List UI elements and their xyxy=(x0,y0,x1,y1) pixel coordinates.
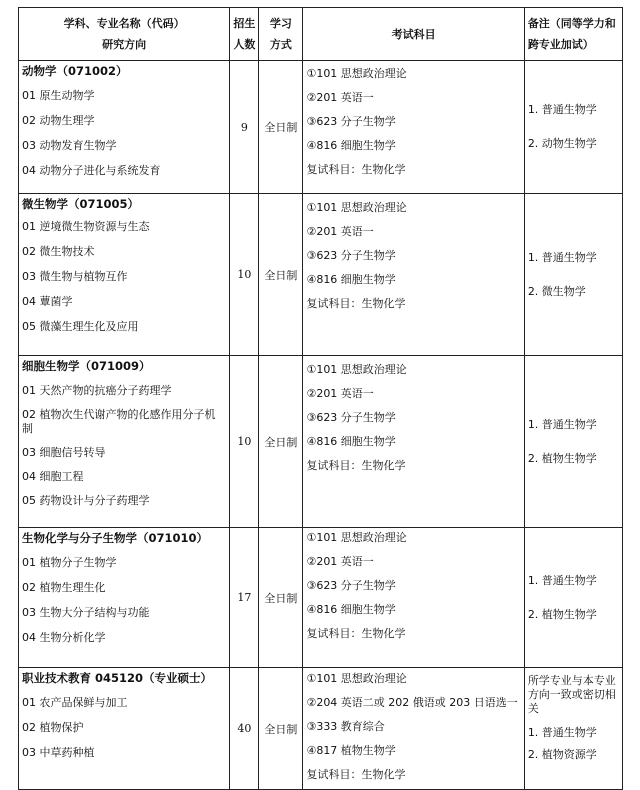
research-direction: 04 蕈菌学 xyxy=(22,295,73,308)
exam-subjects-cell xyxy=(303,194,524,356)
exam-subject: 复试科目：生物化学 xyxy=(306,768,406,781)
exam-subject: ③623 分子生物学 xyxy=(306,411,396,424)
exam-subject: ②201 英语一 xyxy=(306,91,374,104)
exam-subjects-cell xyxy=(303,528,524,668)
research-direction: 01 原生动物学 xyxy=(22,89,95,102)
exam-subject: 复试科目：生物化学 xyxy=(306,459,406,472)
note-item: 2. 植物生物学 xyxy=(527,451,597,465)
study-mode: 全日制 xyxy=(259,668,303,790)
research-direction: 04 细胞工程 xyxy=(22,470,84,483)
enrollment-count: 10 xyxy=(230,194,259,356)
table-header-row xyxy=(19,8,623,61)
exam-subject: ④816 细胞生物学 xyxy=(306,603,396,616)
research-direction: 05 微藻生理生化及应用 xyxy=(22,320,139,333)
exam-subject: ③333 教育综合 xyxy=(306,720,385,733)
research-direction: 03 微生物与植物互作 xyxy=(22,270,128,283)
exam-subject: ④816 细胞生物学 xyxy=(306,139,396,152)
note-item: 2. 动物生物学 xyxy=(527,137,597,150)
table-row xyxy=(19,356,623,528)
note-item: 所学专业与本专业方向一致或密切相关 xyxy=(527,674,616,715)
research-direction: 03 动物发育生物学 xyxy=(22,139,117,152)
note-item: 1. 普通生物学 xyxy=(527,726,597,739)
exam-subject: ②204 英语二或 202 俄语或 203 日语选一 xyxy=(306,696,518,709)
note-item: 2. 植物生物学 xyxy=(527,607,597,621)
header-exams-label: 考试科目 xyxy=(391,27,436,41)
exam-subject: ③623 分子生物学 xyxy=(306,115,396,128)
research-direction: 02 植物次生代谢产物的化感作用分子机制 xyxy=(22,408,216,435)
subject-title: 微生物学（071005） xyxy=(22,197,140,211)
header-subject xyxy=(19,8,230,61)
research-direction: 01 植物分子生物学 xyxy=(22,556,117,569)
exam-subject: ③623 分子生物学 xyxy=(306,249,396,262)
table-row xyxy=(19,668,623,790)
research-direction: 01 农产品保鲜与加工 xyxy=(22,696,128,709)
subject-cell xyxy=(19,528,230,668)
table-row xyxy=(19,194,623,356)
exam-subject: ②201 英语一 xyxy=(306,225,374,238)
header-count-line1: 招生 xyxy=(233,17,256,30)
note-item: 1. 普通生物学 xyxy=(527,250,597,264)
research-direction: 04 生物分析化学 xyxy=(22,631,106,644)
research-direction: 01 天然产物的抗癌分子药理学 xyxy=(22,384,172,397)
notes-cell xyxy=(524,61,622,194)
exam-subject: ①101 思想政治理论 xyxy=(306,672,407,685)
exam-subject: ④816 细胞生物学 xyxy=(306,273,396,286)
header-exams xyxy=(303,8,524,61)
exam-subject: ③623 分子生物学 xyxy=(306,579,396,592)
research-direction: 02 动物生理学 xyxy=(22,114,95,127)
header-mode-line2: 方式 xyxy=(269,38,292,51)
exam-subject: ④817 植物生物学 xyxy=(306,744,396,757)
exam-subjects-cell xyxy=(303,356,524,528)
subject-cell xyxy=(19,356,230,528)
exam-subject: ①101 思想政治理论 xyxy=(306,67,407,80)
research-direction: 02 植物保护 xyxy=(22,721,84,734)
notes-cell xyxy=(524,528,622,668)
table-row xyxy=(19,61,623,194)
note-item: 1. 普通生物学 xyxy=(527,417,597,431)
exam-subject: ②201 英语一 xyxy=(306,387,374,400)
exam-subject: ④816 细胞生物学 xyxy=(306,435,396,448)
header-count-line2: 人数 xyxy=(233,38,256,51)
header-subject-line1: 学科、专业名称（代码） xyxy=(63,17,185,30)
subject-cell xyxy=(19,61,230,194)
subject-title: 职业技术教育 045120（专业硕士） xyxy=(22,671,213,685)
header-notes-line1: 备注（同等学力和 xyxy=(527,17,616,30)
research-direction: 04 动物分子进化与系统发育 xyxy=(22,164,161,177)
enrollment-count: 9 xyxy=(230,61,259,194)
enrollment-count: 10 xyxy=(230,356,259,528)
note-item: 2. 植物资源学 xyxy=(527,748,597,761)
subject-title: 生物化学与分子生物学（071010） xyxy=(22,531,209,545)
research-direction: 02 植物生理生化 xyxy=(22,581,106,594)
note-item: 2. 微生物学 xyxy=(527,284,586,298)
research-direction: 02 微生物技术 xyxy=(22,245,95,258)
header-notes xyxy=(524,8,622,61)
research-direction: 03 细胞信号转导 xyxy=(22,446,106,459)
research-direction: 03 生物大分子结构与功能 xyxy=(22,606,150,619)
research-direction: 01 逆境微生物资源与生态 xyxy=(22,220,150,233)
header-mode-line1: 学习 xyxy=(269,17,292,30)
header-count xyxy=(230,8,259,61)
exam-subject: ①101 思想政治理论 xyxy=(306,363,407,376)
exam-subject: ②201 英语一 xyxy=(306,555,374,568)
study-mode: 全日制 xyxy=(259,194,303,356)
notes-cell xyxy=(524,194,622,356)
enrollment-count: 40 xyxy=(230,668,259,790)
subject-title: 动物学（071002） xyxy=(22,64,128,78)
study-mode: 全日制 xyxy=(259,356,303,528)
exam-subjects-cell xyxy=(303,668,524,790)
study-mode: 全日制 xyxy=(259,528,303,668)
exam-subjects-cell xyxy=(303,61,524,194)
header-subject-line2: 研究方向 xyxy=(102,38,147,51)
subject-cell xyxy=(19,194,230,356)
subject-title: 细胞生物学（071009） xyxy=(22,359,151,373)
subject-cell xyxy=(19,668,230,790)
study-mode: 全日制 xyxy=(259,61,303,194)
exam-subject: ①101 思想政治理论 xyxy=(306,531,407,544)
exam-subject: 复试科目：生物化学 xyxy=(306,297,406,310)
header-mode xyxy=(259,8,303,61)
table-row xyxy=(19,528,623,668)
research-direction: 03 中草药种植 xyxy=(22,746,95,759)
notes-cell xyxy=(524,668,622,790)
research-direction: 05 药物设计与分子药理学 xyxy=(22,494,150,507)
notes-cell xyxy=(524,356,622,528)
note-item: 1. 普通生物学 xyxy=(527,573,597,587)
header-notes-line2: 跨专业加试） xyxy=(527,38,594,51)
note-item: 1. 普通生物学 xyxy=(527,103,597,116)
exam-subject: 复试科目：生物化学 xyxy=(306,627,406,640)
exam-subject: ①101 思想政治理论 xyxy=(306,201,407,214)
exam-subject: 复试科目：生物化学 xyxy=(306,163,406,176)
admissions-table xyxy=(18,7,623,790)
enrollment-count: 17 xyxy=(230,528,259,668)
